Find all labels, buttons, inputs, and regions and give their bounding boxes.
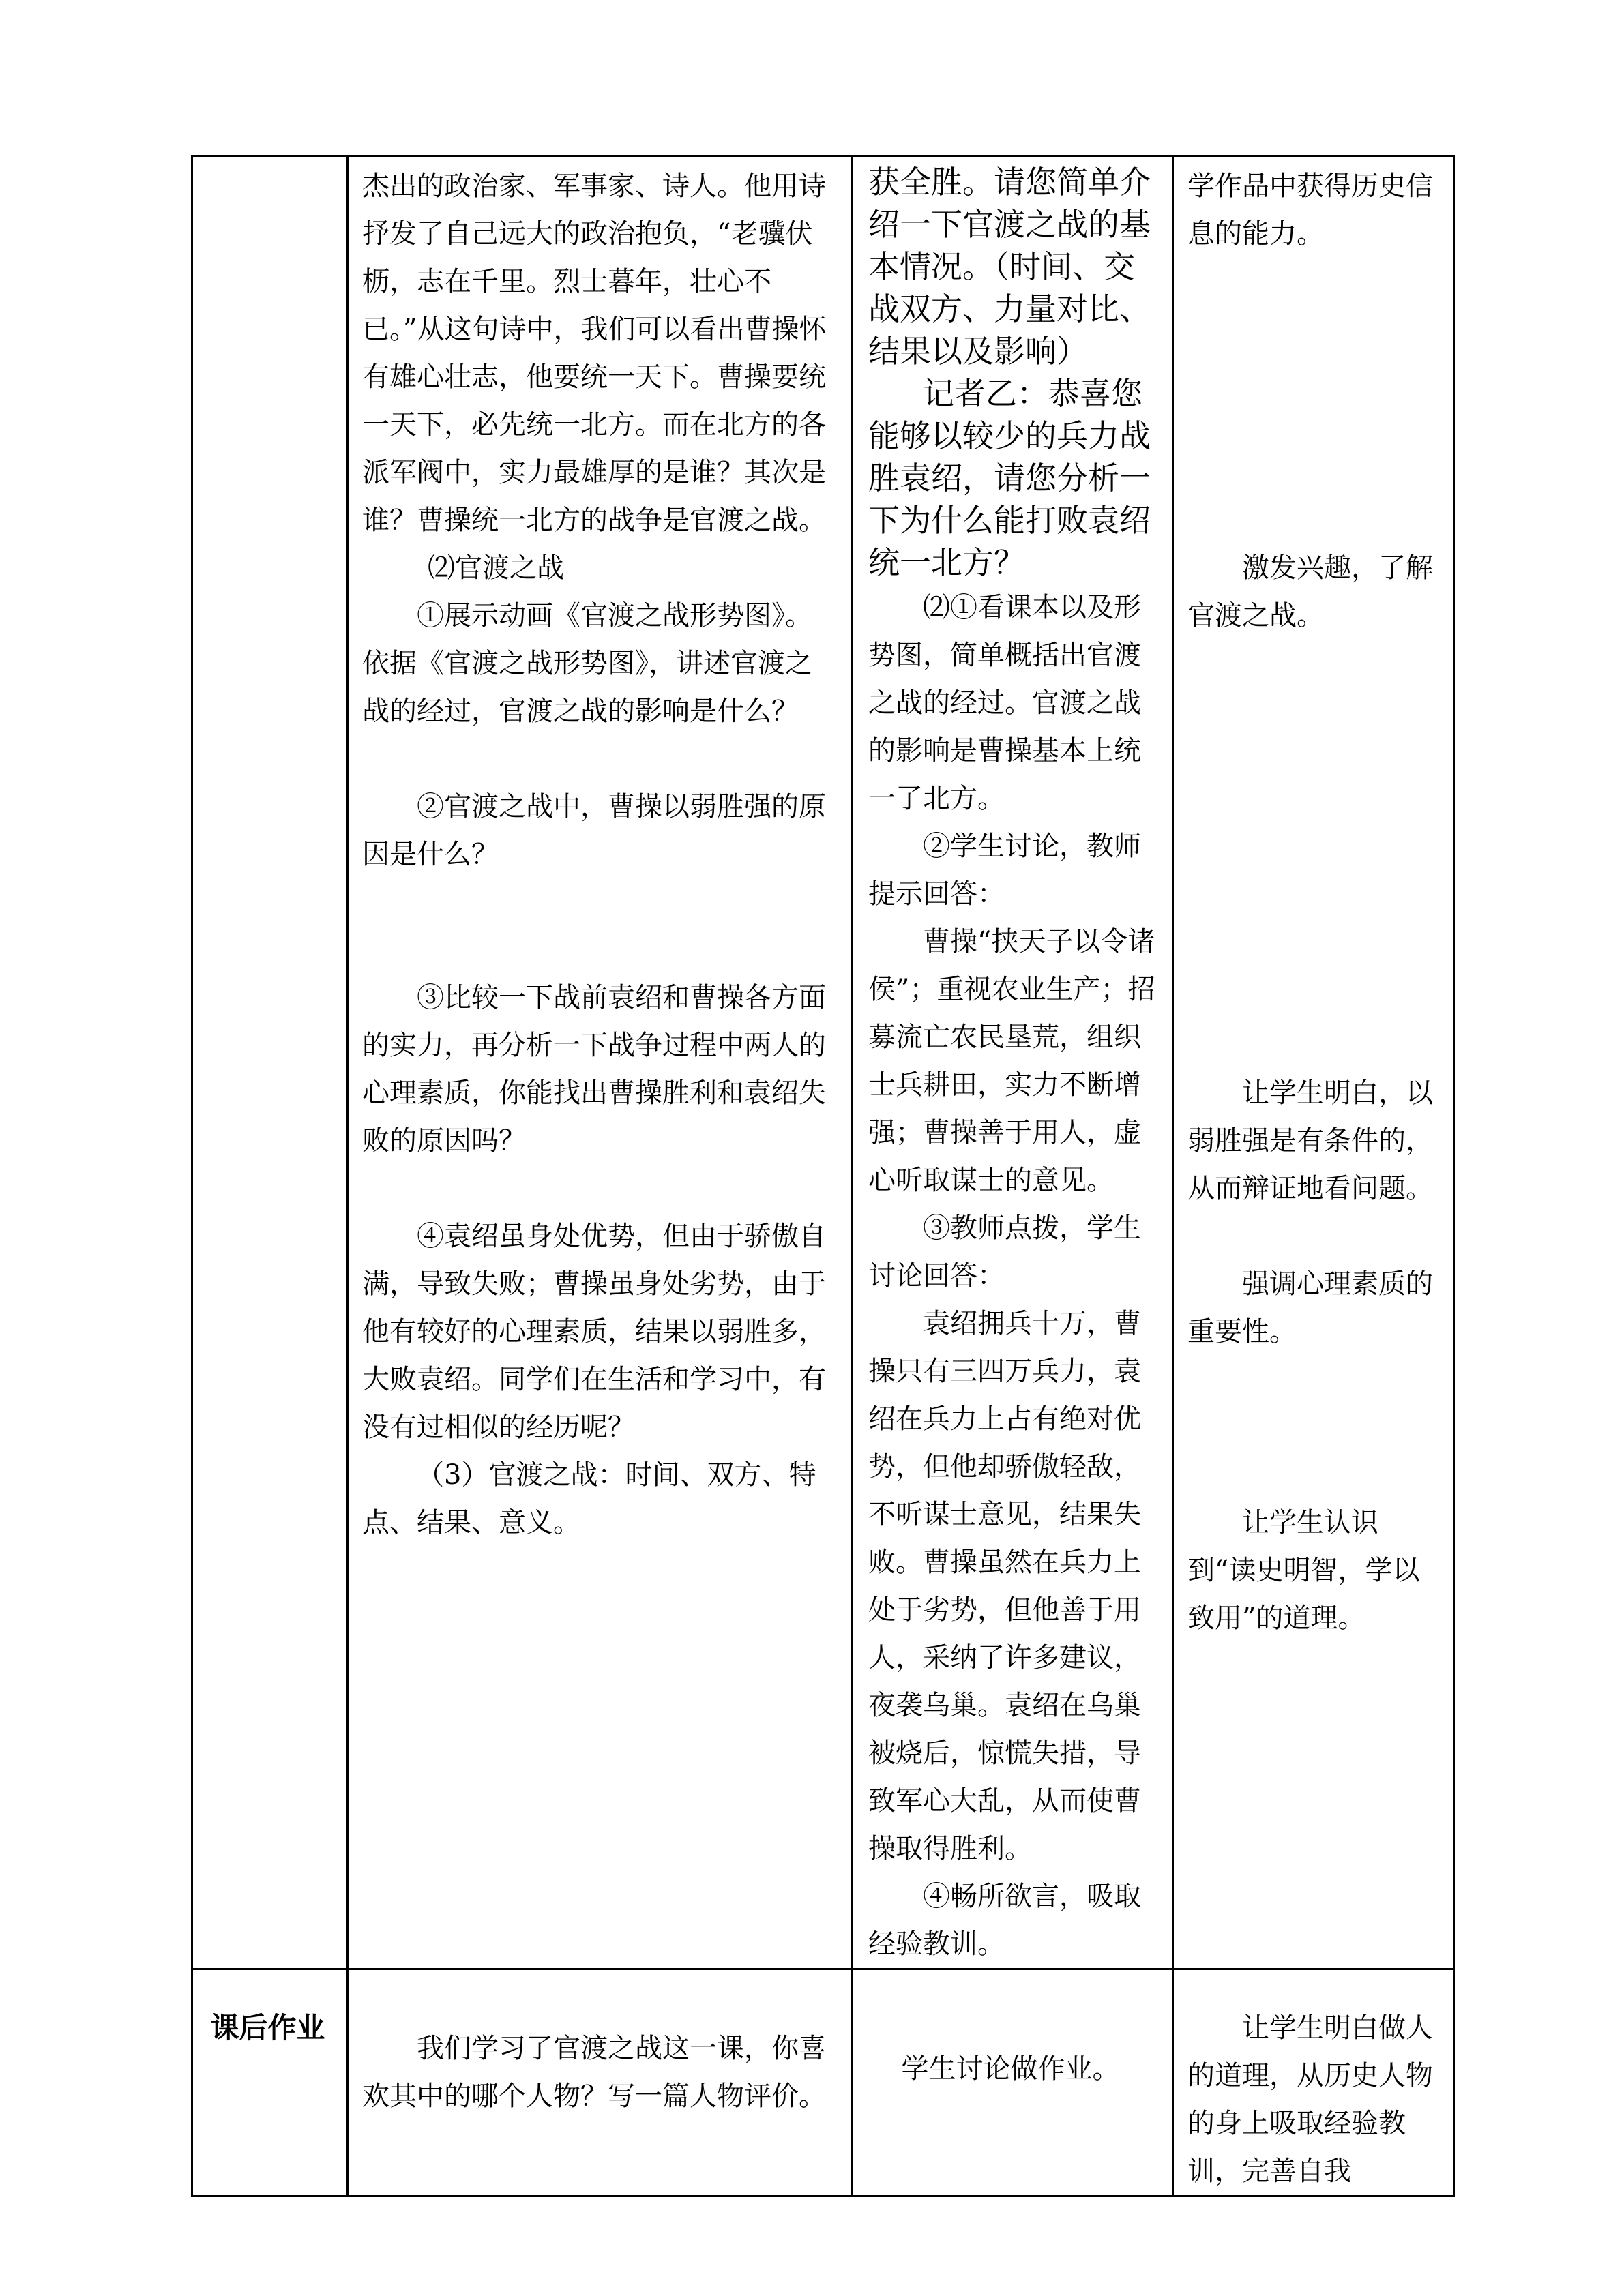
teacher-question-4: ④袁绍虽身处优势，但由于骄傲自满，导致失败；曹操虽身处劣势，由于他有较好的心理素质，结果以弱胜多，大败袁绍。同学们在生活和学习中，有没有过相似的经历呢？ bbox=[362, 1221, 826, 1443]
teacher-intro-text: 杰出的政治家、军事家、诗人。他用诗抒发了自己远大的政治抱负，“老骥伏枥，志在千里。烈士暮年，壮心不已。”从这句诗中，我们可以看出曹操怀有雄心壮志，他要统一天下。曹操要统一天下，必先统一北方。而在北方的各派军阀中，实力最雄厚的是谁？其次是谁？曹操统一北方的战争是官渡之战。 bbox=[362, 170, 827, 536]
student-answer-2: ②学生讨论，教师提示回答： bbox=[868, 831, 1141, 910]
table-row bbox=[192, 1969, 1454, 2196]
intent-1: 学作品中获得历史信息的能力。 bbox=[1187, 170, 1433, 250]
homework-student-cell bbox=[853, 1969, 1173, 2196]
homework-task: 我们学习了官渡之战这一课，你喜欢其中的哪个人物？写一篇人物评价。 bbox=[362, 2033, 826, 2112]
teacher-question-3: ③比较一下战前袁绍和曹操各方面的实力，再分析一下战争过程中两人的心理素质，你能找出曹操胜利和袁绍失败的原因吗？ bbox=[362, 982, 826, 1157]
reporter-question-1: 获全胜。请您简单介绍一下官渡之战的基本情况。（时间、交战双方、力量对比、结果以及影响） bbox=[868, 164, 1151, 370]
intent-3: 让学生明白，以弱胜强是有条件的，从而辩证地看问题。 bbox=[1187, 1077, 1433, 1204]
section-heading: ⑵官渡之战 bbox=[428, 552, 564, 584]
teacher-question-1: ①展示动画《官渡之战形势图》。依据《官渡之战形势图》，讲述官渡之战的经过，官渡之战的影响是什么？ bbox=[362, 600, 812, 727]
stage-label-cell bbox=[192, 156, 348, 1969]
teacher-question-2: ②官渡之战中，曹操以弱胜强的原因是什么？ bbox=[362, 791, 826, 870]
student-activity-cell bbox=[853, 156, 1173, 1969]
student-answer-2-detail: 曹操“挟天子以令诸侯”；重视农业生产；招募流亡农民垦荒，组织士兵耕田，实力不断增强；曹操善于用人，虚心听取谋士的意见。 bbox=[868, 926, 1155, 1196]
design-intent-cell bbox=[1173, 156, 1454, 1969]
lesson-plan-table bbox=[191, 155, 1455, 2197]
homework-student: 学生讨论做作业。 bbox=[901, 2053, 1120, 2085]
homework-intent: 让学生明白做人的道理，从历史人物的身上吸取经验教训，完善自我 bbox=[1187, 2012, 1433, 2187]
reporter-question-2: 记者乙：恭喜您能够以较少的兵力战胜袁绍，请您分析一下为什么能打败袁绍统一北方？ bbox=[868, 375, 1151, 581]
stage-label bbox=[193, 157, 346, 162]
homework-label-cell bbox=[192, 1969, 348, 2196]
student-answer-1: ⑵①看课本以及形势图，简单概括出官渡之战的经过。官渡之战的影响是曹操基本上统一了北方。 bbox=[868, 592, 1141, 814]
intent-2: 激发兴趣，了解官渡之战。 bbox=[1187, 552, 1433, 631]
teacher-summary: （3）官渡之战：时间、双方、特点、结果、意义。 bbox=[362, 1459, 816, 1538]
teacher-activity-cell bbox=[348, 156, 853, 1969]
intent-5: 让学生认识到“读史明智，学以致用”的道理。 bbox=[1187, 1507, 1420, 1634]
homework-task-cell bbox=[348, 1969, 853, 2196]
homework-intent-cell bbox=[1173, 1969, 1454, 2196]
homework-label: 课后作业 bbox=[210, 2011, 325, 2044]
student-answer-4: ④畅所欲言，吸取经验教训。 bbox=[868, 1881, 1141, 1960]
intent-4: 强调心理素质的重要性。 bbox=[1187, 1268, 1433, 1347]
student-answer-3-detail: 袁绍拥兵十万，曹操只有三四万兵力，袁绍在兵力上占有绝对优势，但他却骄傲轻敌，不听谋士意见，结果失败。曹操虽然在兵力上处于劣势，但他善于用人，采纳了许多建议，夜袭乌巢。袁绍在乌巢被烧后，惊慌失措，导致军心大乱，从而使曹操取得胜利。 bbox=[868, 1308, 1141, 1864]
student-answer-3: ③教师点拨，学生讨论回答： bbox=[868, 1212, 1141, 1292]
table-row bbox=[192, 156, 1454, 1969]
